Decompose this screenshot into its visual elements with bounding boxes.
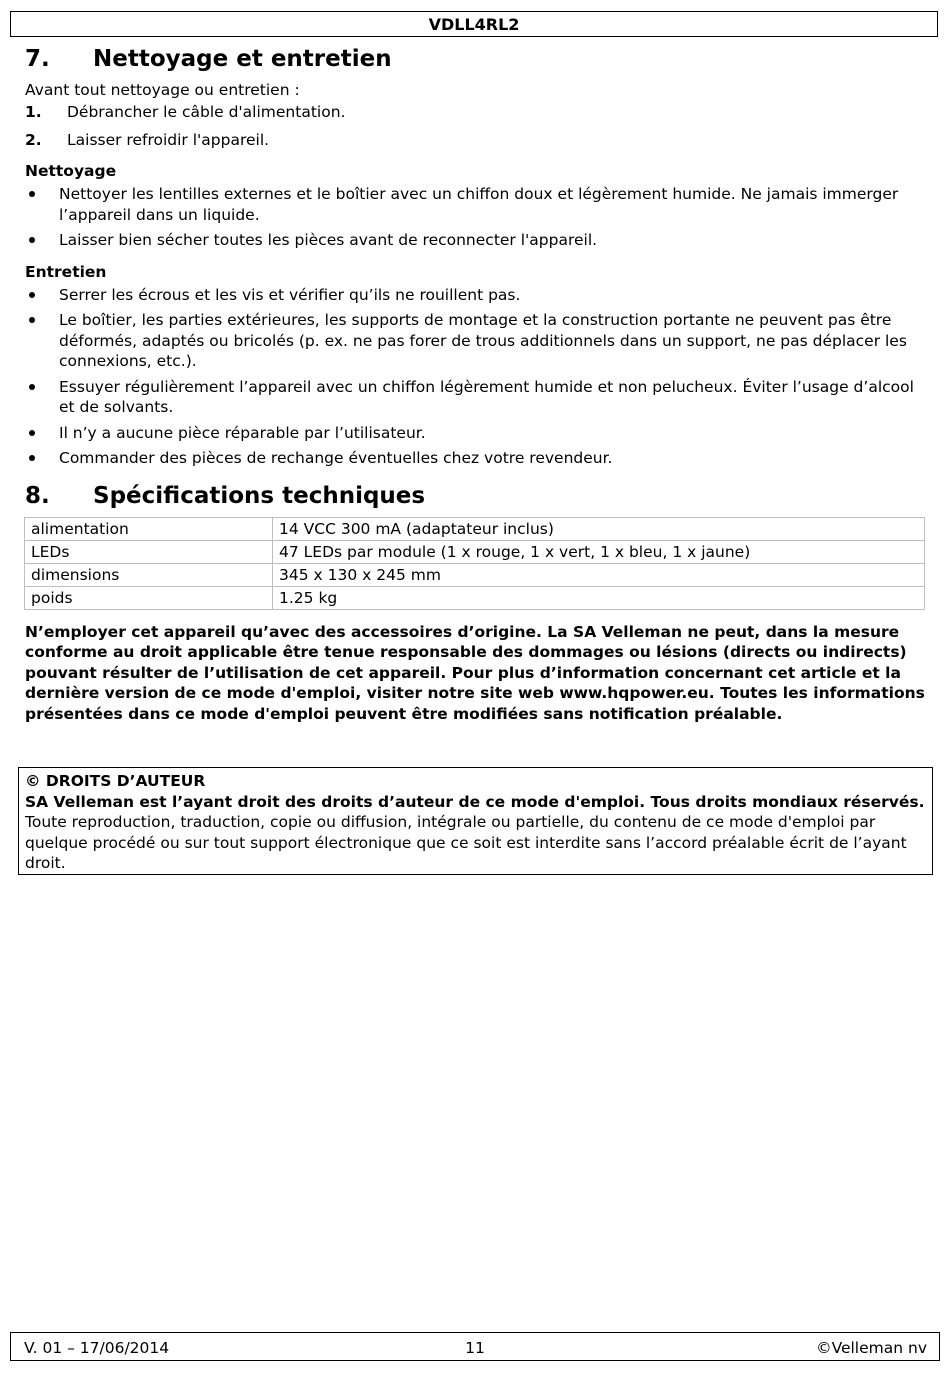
spec-key: LEDs (25, 540, 273, 563)
section-title: Spécifications techniques (93, 482, 426, 509)
step-number: 1. (25, 103, 42, 121)
cleaning-list (25, 184, 930, 251)
section-8-heading (25, 483, 930, 509)
spec-key: dimensions (25, 563, 273, 586)
table-row (25, 540, 925, 563)
steps-list (25, 102, 930, 150)
step-item (25, 130, 930, 150)
copyright-bold-text: SA Velleman est l’ayant droit des droits d’auteur de ce mode d'emploi. Tous droits mondiaux réservés. (25, 792, 925, 811)
spec-value: 345 x 130 x 245 mm (273, 563, 925, 586)
step-item (25, 102, 930, 122)
maintenance-list (25, 285, 930, 469)
disclaimer-notice: N’employer cet appareil qu’avec des accessoires d’origine. La SA Velleman ne peut, dans la mesure conforme au droit applicable être tenue responsable des dommages ou lésions (directs ou indirects) pouvant résulter de l’utilisation de cet appareil. Pour plus d’information concernant cet article et la dernière version de ce mode d'emploi, visiter notre site web www.hqpower.eu. Toutes les informations présentées dans ce mode d'emploi peuvent être modifiées sans notification préalable. (25, 622, 925, 723)
copyright-text (25, 792, 926, 874)
bullet-icon (25, 285, 59, 306)
section-title: Nettoyage et entretien (93, 46, 392, 72)
list-item (25, 184, 930, 225)
page-number: 11 (465, 1339, 485, 1357)
list-item-text: Nettoyer les lentilles externes et le boîtier avec un chiffon doux et légèrement humide. Ne jamais immerger l’appareil dans un liquide. (59, 185, 899, 224)
model-code: VDLL4RL2 (428, 15, 520, 34)
cleaning-heading: Nettoyage (25, 162, 117, 180)
bullet-icon (25, 448, 59, 469)
section-number: 7. (25, 46, 50, 72)
table-row (25, 586, 925, 609)
list-item (25, 448, 930, 469)
list-item-text: Le boîtier, les parties extérieures, les supports de montage et la construction portante ne peuvent pas être déformés, adaptés ou bricolés (p. ex. ne pas forer de trous additionnels dans un support, ne pas déplacer les connexions, etc.). (59, 311, 907, 370)
bullet-icon (25, 184, 59, 225)
bullet-icon (25, 230, 59, 251)
table-row (25, 517, 925, 540)
bullet-icon (25, 310, 59, 372)
list-item-text: Commander des pièces de rechange éventuelles chez votre revendeur. (59, 449, 613, 467)
specs-table (24, 517, 925, 610)
copyright-box (18, 767, 933, 875)
list-item-text: Essuyer régulièrement l’appareil avec un chiffon légèrement humide et non pelucheux. Éviter l’usage d’alcool et de solvants. (59, 377, 914, 416)
list-item (25, 285, 930, 306)
spec-value: 14 VCC 300 mA (adaptateur inclus) (273, 517, 925, 540)
version-date: V. 01 – 17/06/2014 (24, 1339, 170, 1357)
page-content (25, 40, 930, 724)
list-item (25, 230, 930, 251)
spec-value: 1.25 kg (273, 586, 925, 609)
section-number: 8. (25, 482, 50, 509)
bullet-icon (25, 377, 59, 418)
list-item (25, 377, 930, 418)
step-text: Laisser refroidir l'appareil. (67, 131, 270, 149)
copyright-body-text: Toute reproduction, traduction, copie ou diffusion, intégrale ou partielle, du contenu de ce mode d'emploi par quelque procédé ou sur tout support électronique que ce soit est interdite sans l’accord préalable écrit de l’ayant droit. (25, 813, 907, 872)
step-text: Débrancher le câble d'alimentation. (67, 103, 346, 121)
page-header (10, 11, 938, 37)
table-row (25, 563, 925, 586)
spec-value: 47 LEDs par module (1 x rouge, 1 x vert, 1 x bleu, 1 x jaune) (273, 540, 925, 563)
list-item-text: Laisser bien sécher toutes les pièces avant de reconnecter l'appareil. (59, 231, 598, 249)
brand-copyright: ©Velleman nv (816, 1339, 927, 1357)
list-item-text: Serrer les écrous et les vis et vérifier qu’ils ne rouillent pas. (59, 285, 521, 304)
spec-key: poids (25, 586, 273, 609)
step-number: 2. (25, 131, 42, 149)
page-footer (10, 1332, 940, 1361)
list-item (25, 310, 930, 372)
section-7-heading (25, 46, 930, 72)
intro-text: Avant tout nettoyage ou entretien : (25, 81, 300, 99)
list-item (25, 423, 930, 444)
copyright-title: © DROITS D’AUTEUR (25, 772, 206, 790)
spec-key: alimentation (25, 517, 273, 540)
list-item-text: Il n’y a aucune pièce réparable par l’utilisateur. (59, 423, 426, 442)
maintenance-heading: Entretien (25, 262, 107, 281)
bullet-icon (25, 423, 59, 444)
